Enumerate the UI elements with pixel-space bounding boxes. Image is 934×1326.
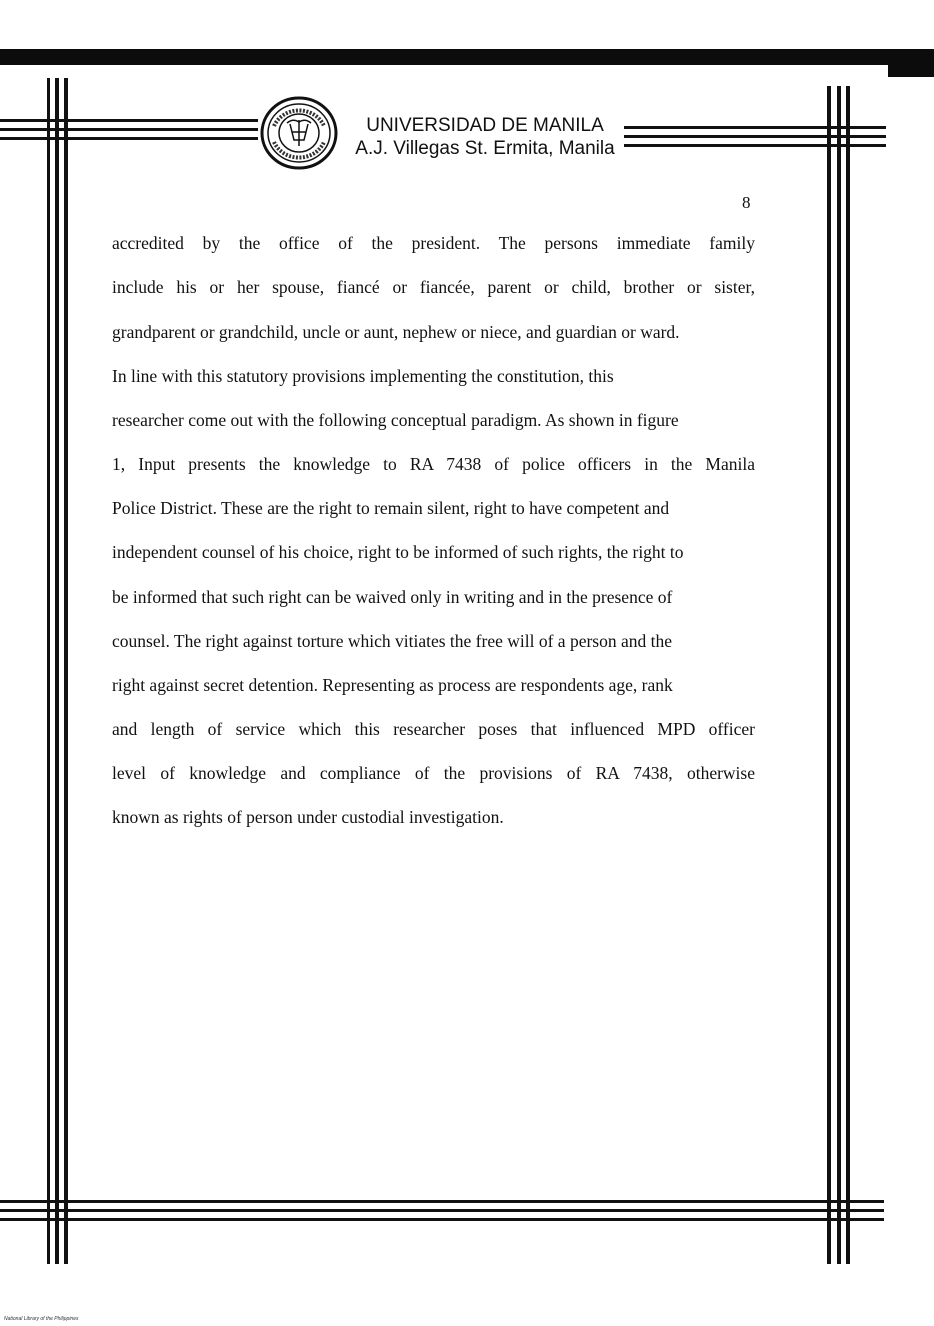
body-line: right against secret detention. Representing as process are respondents age, rank [112,675,673,695]
university-seal-icon [260,96,338,170]
frame-bottom-line-3 [0,1218,884,1221]
body-line: Police District. These are the right to remain silent, right to have competent and [112,498,670,518]
page-number: 8 [742,193,751,212]
frame-right-line-1 [827,86,831,1264]
body-line: researcher come out with the following conceptual paradigm. As shown in figure [112,410,679,430]
scan-footer-note: National Library of the Philippines [4,1316,79,1322]
body-line: and length of service which this researcher poses that influenced MPD officer [112,719,755,739]
body-line: In line with this statutory provisions implementing the constitution, this [112,366,614,386]
body-line: level of knowledge and compliance of the provisions of RA 7438, otherwise [112,763,755,783]
frame-left-line-3 [64,78,68,1264]
frame-top-left-line-3 [0,137,258,140]
frame-right-line-3 [846,86,850,1264]
body-line: counsel. The right against torture which vitiates the free will of a person and the [112,631,672,651]
body-line: grandparent or grandchild, uncle or aunt, nephew or niece, and guardian or ward. [112,322,680,342]
letterhead [340,114,630,160]
frame-top-left-line-2 [0,128,258,131]
frame-right-line-2 [837,86,841,1264]
university-address: A.J. Villegas St. Ermita, Manila [355,138,615,159]
body-line: independent counsel of his choice, right to be informed of such rights, the right to [112,542,684,562]
frame-left-line-2 [55,78,59,1264]
scan-top-bar [0,49,934,65]
frame-top-left-line-1 [0,119,258,122]
body-line: be informed that such right can be waived only in writing and in the presence of [112,587,673,607]
body-line: accredited by the office of the president. The persons immediate family [112,233,755,253]
frame-top-right-line-1 [624,126,886,129]
body-line: known as rights of person under custodial investigation. [112,807,504,827]
frame-left-line-1 [47,78,50,1264]
university-name: UNIVERSIDAD DE MANILA [366,115,604,136]
frame-top-right-line-3 [624,144,886,147]
frame-bottom-line-2 [0,1209,884,1212]
scan-top-bar-notch [888,49,934,77]
frame-bottom-line-1 [0,1200,884,1203]
university-seal [260,96,338,170]
frame-top-right-line-2 [624,135,886,138]
body-line: include his or her spouse, fiancé or fiancée, parent or child, brother or sister, [112,277,755,297]
body-line: 1, Input presents the knowledge to RA 7438 of police officers in the Manila [112,454,755,474]
